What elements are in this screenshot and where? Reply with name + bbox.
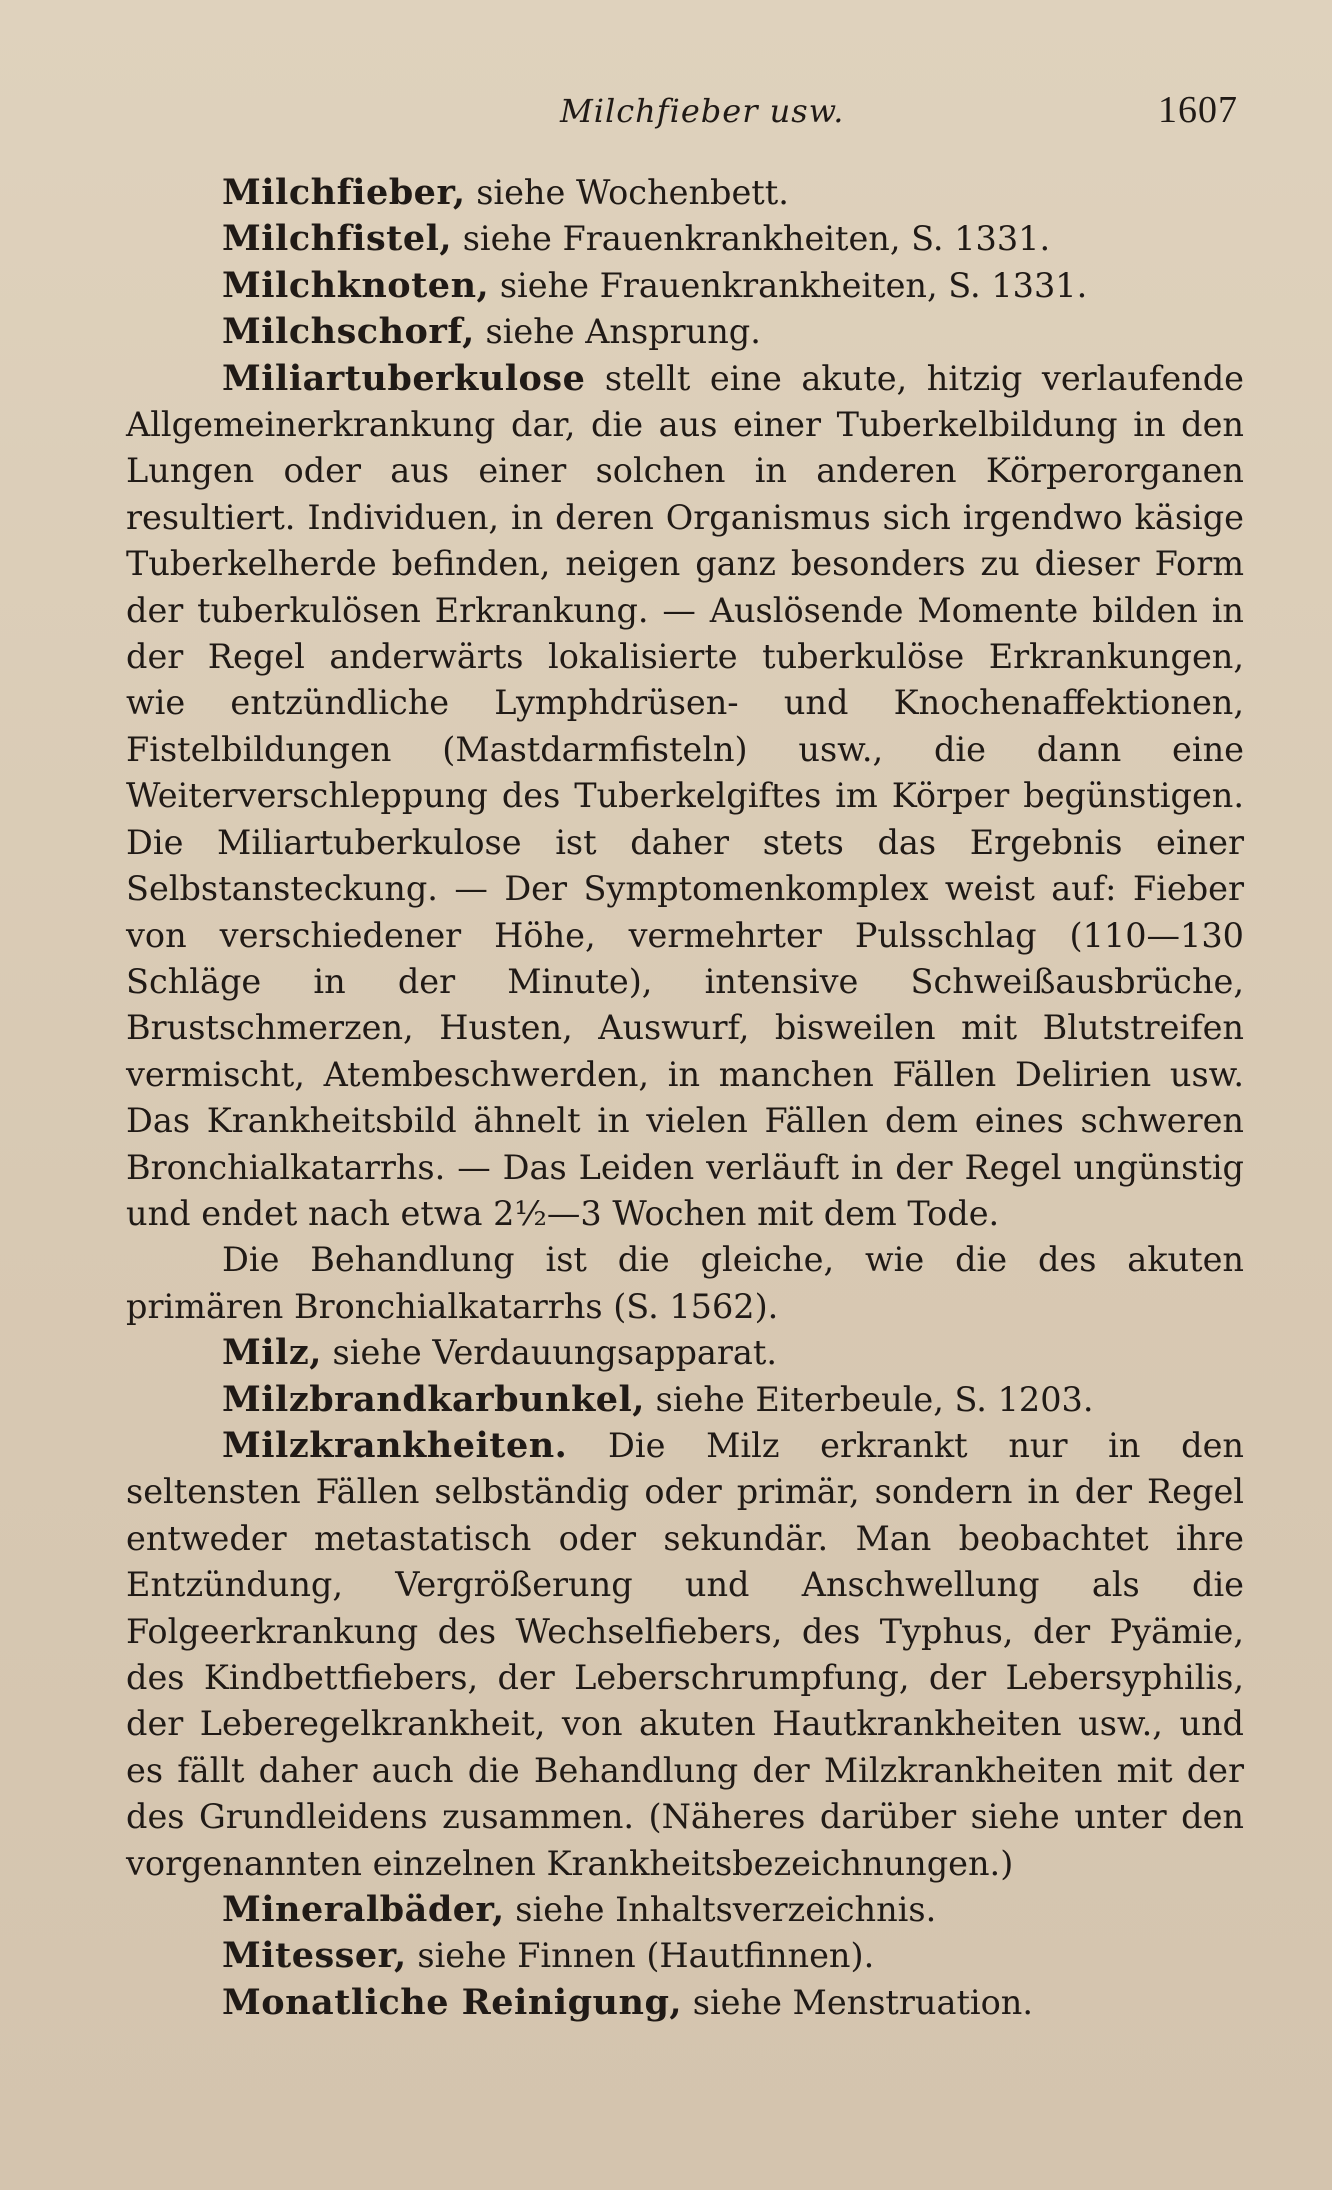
entry-text: Die Milz erkrankt nur in den seltensten Fällen selbständig oder primär, sondern in der Regel entweder metastatisch oder sekundär. Man beobachtet ihre Entzündung, Vergrößerung und Anschwellung als die Folgeerkrankung des Wechselfiebers, des Typhus, der Pyämie, des Kindbettfiebers, der Leberschrumpfung, der Lebersyphilis, der Leberegelkrankheit, von akuten Hautkrankheiten usw., und es fällt daher auch die Behandlung der Milzkrankheiten mit der des Grundleidens zusammen. (Näheres darüber siehe unter den vorgenannten einzelnen Krankheitsbezeichnungen.) <box>126 1425 1244 1883</box>
page-number: 1607 <box>1158 89 1238 131</box>
dictionary-body <box>126 170 1244 2026</box>
entry-text: siehe Finnen (Hautfinnen). <box>406 1936 875 1976</box>
headword: Milzkrankheiten. <box>222 1424 568 1466</box>
entry-text: siehe Frauenkrankheiten, S. 1331. <box>489 265 1088 305</box>
headword: Milchschorf, <box>222 311 475 353</box>
headword: Mitesser, <box>222 1935 407 1977</box>
headword: Miliartuberkulose <box>222 357 586 399</box>
entry-text: siehe Eiterbeule, S. 1203. <box>644 1379 1094 1419</box>
entry-milz <box>126 1330 1244 1376</box>
entry-milchfieber <box>126 170 1244 216</box>
entry-text: siehe Frauenkrankheiten, S. 1331. <box>452 219 1051 259</box>
entry-milzkrankheiten <box>126 1423 1244 1887</box>
entry-milchknoten <box>126 263 1244 309</box>
entry-miliartuberkulose-treatment <box>126 1237 1244 1330</box>
entry-text: siehe Verdauungsapparat. <box>321 1333 778 1373</box>
entry-miliartuberkulose <box>126 356 1244 1238</box>
entry-mineralbaeder <box>126 1887 1244 1933</box>
headword: Milzbrandkarbunkel, <box>222 1378 645 1420</box>
entry-milchschorf <box>126 309 1244 355</box>
headword: Milchfistel, <box>222 218 453 260</box>
entry-monatliche-reinigung <box>126 1980 1244 2026</box>
headword: Mineralbäder, <box>222 1889 505 1931</box>
headword: Milchfieber, <box>222 172 466 213</box>
headword: Milz, <box>222 1332 322 1374</box>
entry-milchfistel <box>126 216 1244 262</box>
headword: Monatliche Reinigung, <box>222 1981 683 2023</box>
entry-mitesser <box>126 1933 1244 1979</box>
entry-text: siehe Ansprung. <box>474 312 761 352</box>
running-title: Milchfieber usw. <box>560 92 845 130</box>
entry-text: siehe Menstruation. <box>682 1982 1034 2022</box>
running-header <box>0 88 1332 138</box>
entry-milzbrandkarbunkel <box>126 1377 1244 1423</box>
entry-text: Die Behandlung ist die gleiche, wie die des akuten primären Bronchialkatarrhs (S. 1562). <box>126 1240 1244 1326</box>
entry-text: siehe Wochenbett. <box>465 173 789 212</box>
headword: Milchknoten, <box>222 264 490 306</box>
entry-text: siehe Inhaltsverzeichnis. <box>504 1890 937 1930</box>
entry-text: stellt eine akute, hitzig verlaufende Allgemeinerkrankung dar, die aus einer Tuberkelbildung in den Lungen oder aus einer solchen in anderen Körperorganen resultiert. Individuen, in deren Organismus sich irgendwo käsige Tuberkelherde befinden, neigen ganz besonders zu dieser Form der tuberkulösen Erkrankung. — Auslösende Momente bilden in der Regel anderwärts lokalisierte tuberkulöse Erkrankungen, wie entzündliche Lymphdrüsen- und Knochenaffektionen, Fistelbildungen (Mastdarmfisteln) usw., die dann eine Weiterverschleppung des Tuberkelgiftes im Körper begünstigen. Die Miliartuberkulose ist daher stets das Ergebnis einer Selbstansteckung. — Der Symptomenkomplex weist auf: Fieber von verschiedener Höhe, vermehrter Pulsschlag (110—130 Schläge in der Minute), intensive Schweißausbrüche, Brustschmerzen, Husten, Auswurf, bisweilen mit Blutstreifen vermischt, Atembeschwerden, in manchen Fällen Delirien usw. Das Krankheitsbild ähnelt in vielen Fällen dem eines schweren Bronchialkatarrhs. — Das Leiden verläuft in der Regel ungünstig und endet nach etwa 2½—3 Wochen mit dem Tode. <box>126 358 1244 1233</box>
